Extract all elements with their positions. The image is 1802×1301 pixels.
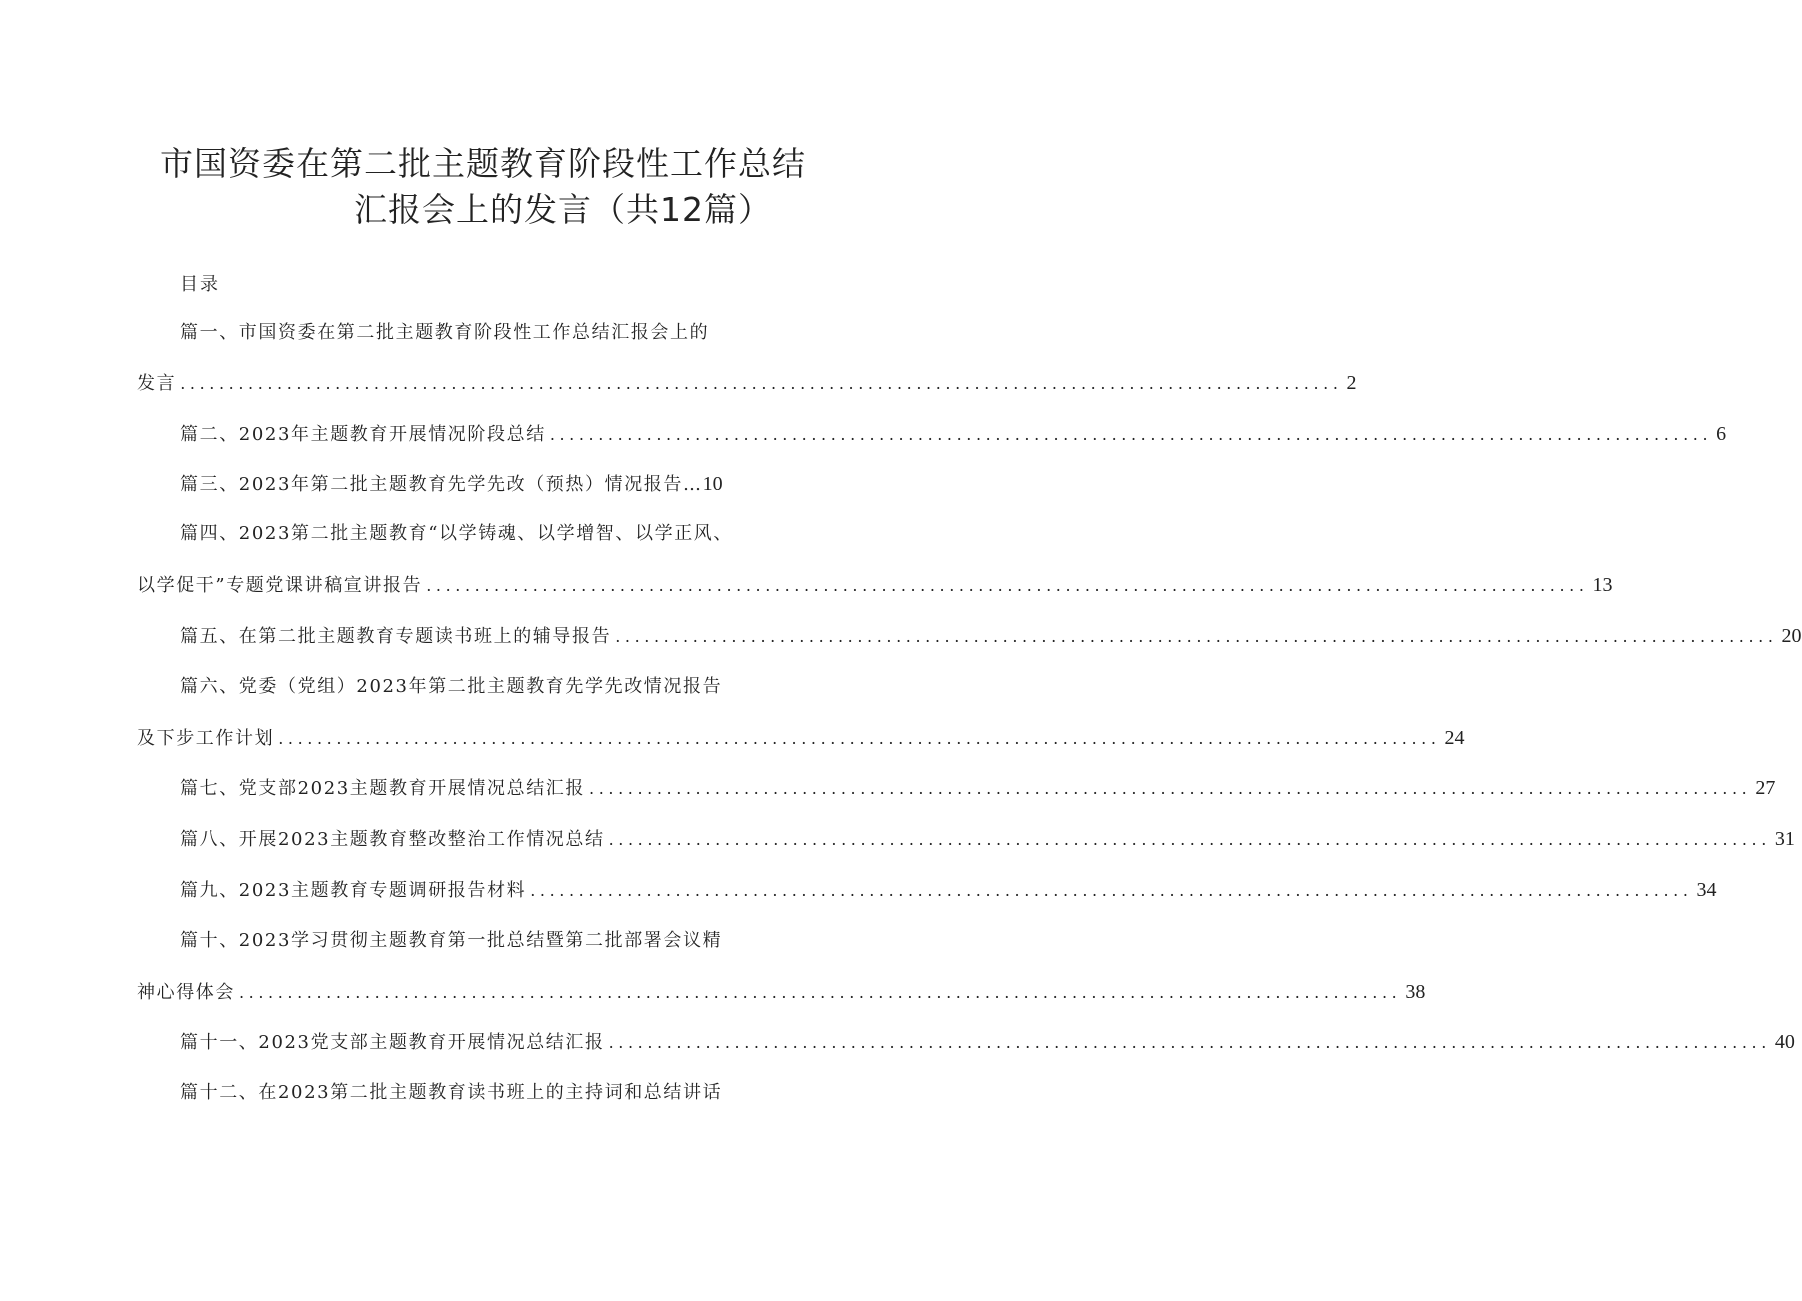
toc-entry-text: 篇八、开展2023主题教育整改整治工作情况总结 [180, 829, 605, 850]
toc-entry-1-line-1[interactable] [180, 320, 709, 346]
toc-page-number: 6 [1716, 423, 1727, 445]
toc-entry-10-line-2[interactable] [137, 979, 1426, 1005]
toc-entry-text: 神心得体会 [137, 982, 235, 1003]
toc-entry-text: 及下步工作计划 [137, 728, 275, 749]
document-title-line-2: 汇报会上的发言（共12篇） [354, 190, 772, 229]
leader-dots: ........................................................................................................................ [589, 779, 1752, 798]
toc-entry-text: 篇十一、2023党支部主题教育开展情况总结汇报 [180, 1032, 605, 1053]
toc-entry-1-line-2[interactable] [137, 370, 1357, 396]
toc-entry-9[interactable] [180, 877, 1717, 903]
toc-heading: 目录 [180, 274, 220, 295]
leader-dots: ........................................................................................................................ [426, 576, 1589, 595]
document-title-line-1: 市国资委在第二批主题教育阶段性工作总结 [160, 144, 806, 183]
toc-page-number: 31 [1774, 828, 1795, 850]
toc-entry-6-line-1[interactable] [180, 674, 722, 700]
toc-entry-2[interactable] [180, 421, 1727, 447]
toc-entry-6-line-2[interactable] [137, 725, 1465, 751]
toc-entry-11[interactable] [180, 1029, 1795, 1055]
toc-page-number: 24 [1444, 727, 1465, 749]
toc-entry-text: 篇五、在第二批主题教育专题读书班上的辅导报告 [180, 626, 612, 647]
toc-entry-text: 篇二、2023年主题教育开展情况阶段总结 [180, 424, 546, 445]
leader-dots: ........................................................................................................................ [608, 1033, 1771, 1052]
toc-entry-text: 篇十、2023学习贯彻主题教育第一批总结暨第二批部署会议精 [180, 930, 723, 951]
toc-page-number: 38 [1405, 981, 1426, 1003]
toc-page-number: 20 [1781, 625, 1802, 647]
toc-entry-4-line-1[interactable] [180, 521, 733, 547]
toc-entry-4-line-2[interactable] [137, 572, 1613, 598]
toc-entry-text: 发言 [137, 373, 177, 394]
toc-page-number: 10 [702, 473, 723, 495]
toc-entry-8[interactable] [180, 826, 1795, 852]
leader-dots: ........................................................................................................................ [549, 425, 1713, 444]
toc-page-number: 27 [1755, 777, 1776, 799]
toc-entry-text: 篇十二、在2023第二批主题教育读书班上的主持词和总结讲话 [180, 1082, 723, 1103]
toc-entry-3[interactable] [180, 471, 723, 497]
toc-entry-text: 篇六、党委（党组）2023年第二批主题教育先学先改情况报告 [180, 676, 723, 697]
leader-dots: ........................................................................................................................ [608, 830, 1771, 849]
toc-page-number: 13 [1592, 574, 1613, 596]
toc-page-number: 40 [1774, 1031, 1795, 1053]
toc-entry-7[interactable] [180, 775, 1776, 801]
toc-page-number: 34 [1696, 879, 1717, 901]
toc-entry-text: 以学促干”专题党课讲稿宣讲报告 [137, 575, 423, 596]
toc-page-number: 2 [1346, 372, 1357, 394]
toc-entry-text: 篇一、市国资委在第二批主题教育阶段性工作总结汇报会上的 [180, 322, 710, 343]
leader-dots: ........................................................................................................................ [180, 374, 1343, 393]
leader-dots: ........................................................................................................................ [239, 983, 1402, 1002]
toc-entry-12[interactable] [180, 1080, 722, 1106]
leader-dots: ........................................................................................................................ [530, 881, 1693, 900]
leader-dots: ........................................................................................................................ [615, 627, 1778, 646]
toc-entry-text: 篇九、2023主题教育专题调研报告材料 [180, 880, 527, 901]
leader-dots: ........................................................................................................................ [278, 729, 1441, 748]
toc-entry-text: 篇三、2023年第二批主题教育先学先改（预热）情况报告… [180, 474, 703, 495]
toc-entry-text: 篇四、2023第二批主题教育“以学铸魂、以学增智、以学正风、 [180, 523, 734, 544]
toc-entry-text: 篇七、党支部2023主题教育开展情况总结汇报 [180, 778, 586, 799]
toc-entry-10-line-1[interactable] [180, 928, 722, 954]
toc-entry-5[interactable] [180, 623, 1802, 649]
